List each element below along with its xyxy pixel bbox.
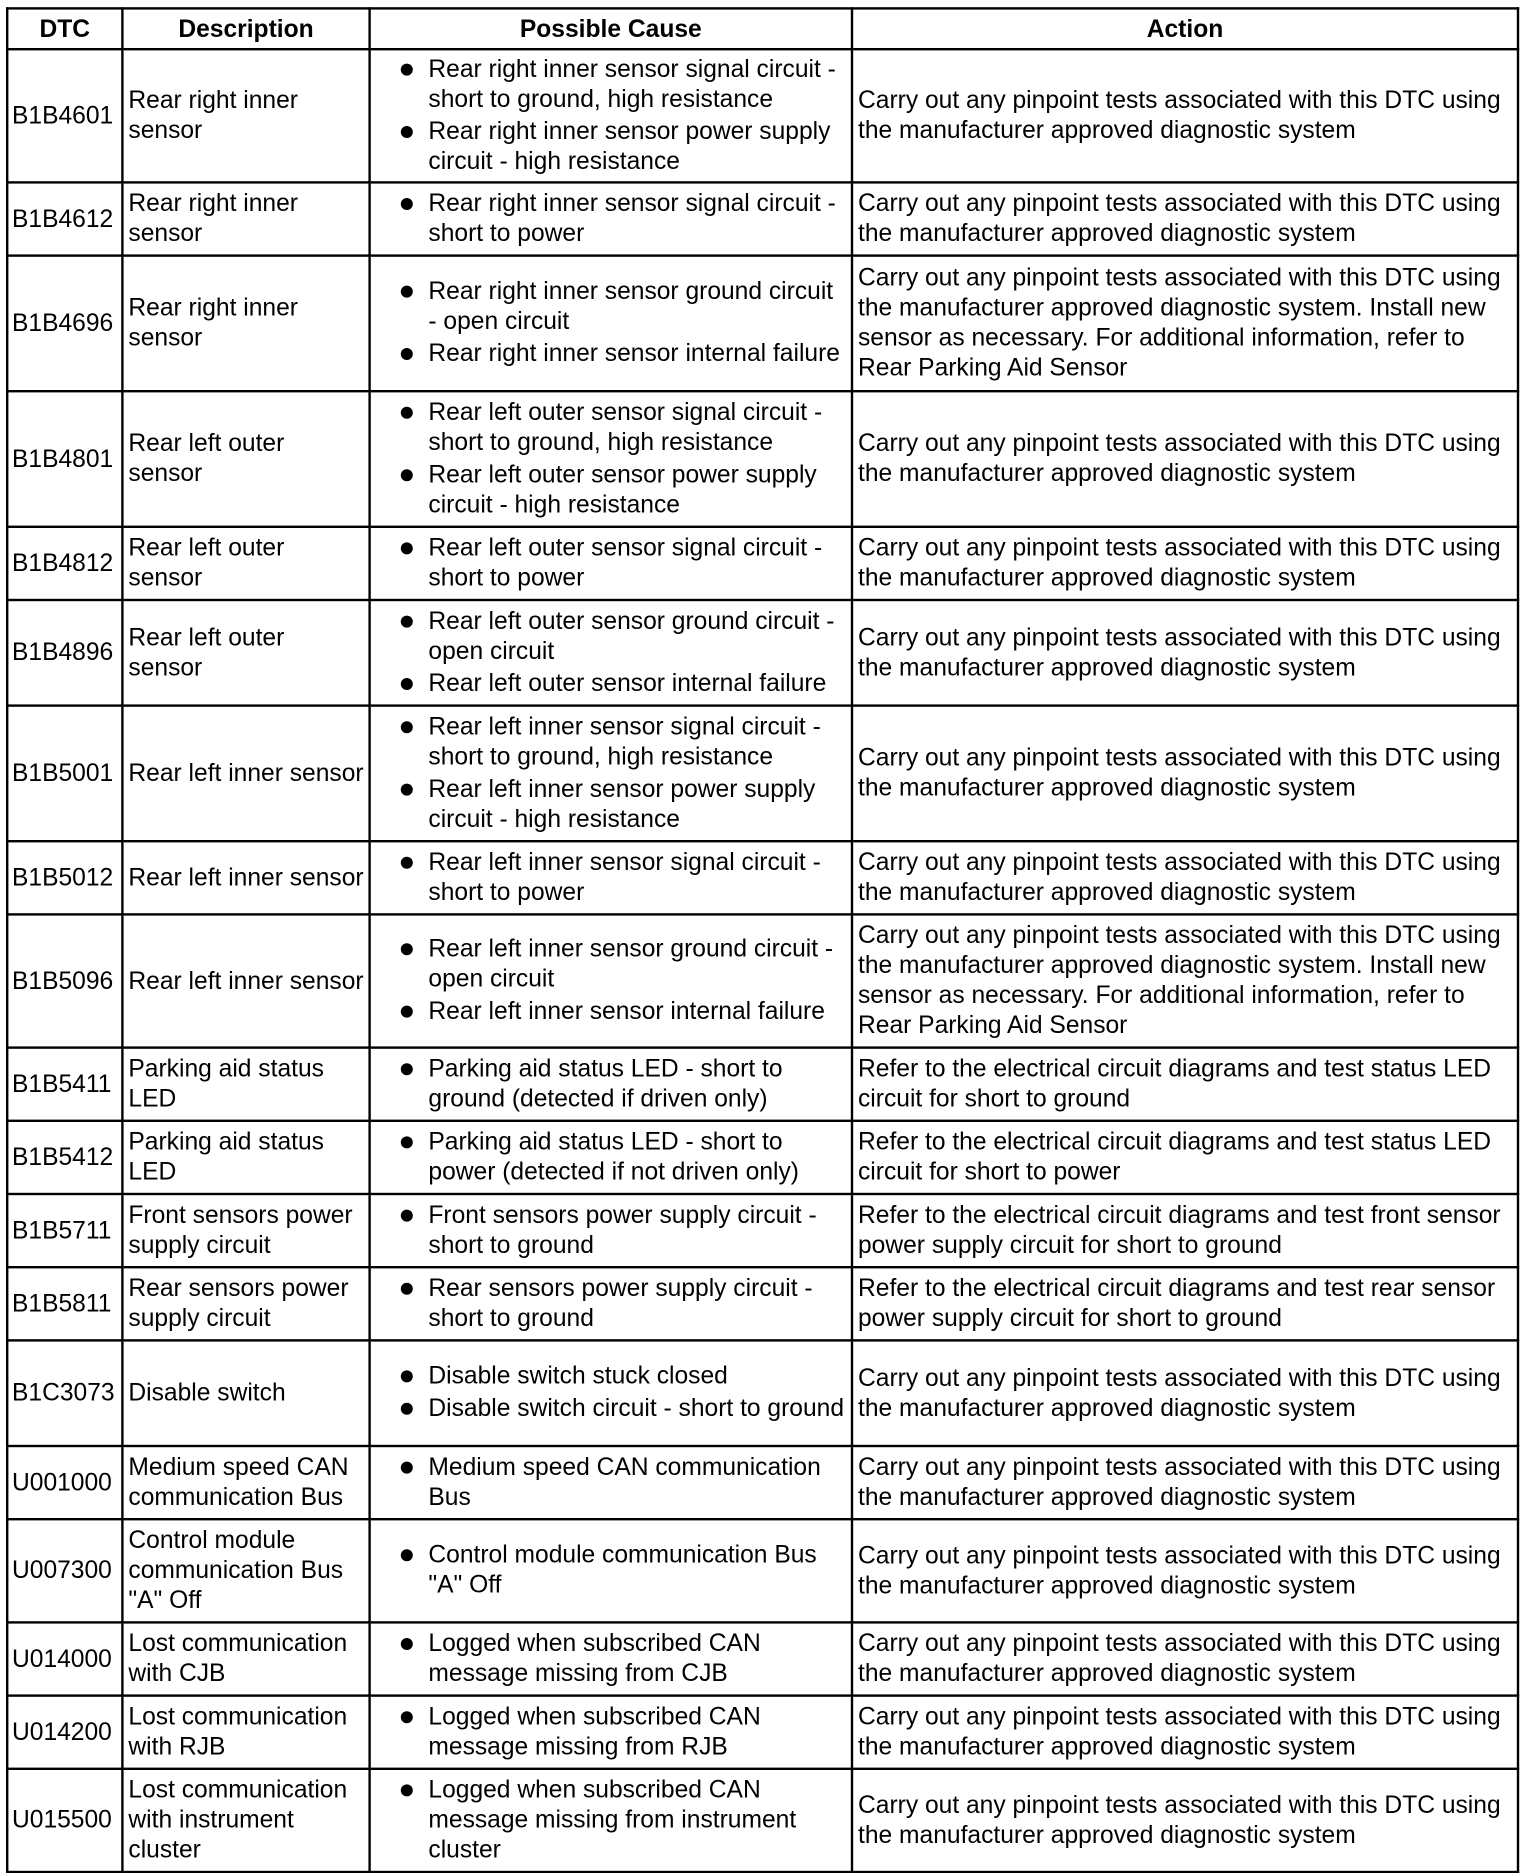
possible-cause-cell bbox=[370, 841, 852, 914]
dtc-code: B1B4612 bbox=[7, 182, 122, 255]
table-row bbox=[7, 527, 1518, 600]
bullet-icon bbox=[401, 1136, 413, 1148]
possible-cause-cell bbox=[370, 182, 852, 255]
bullet-icon bbox=[401, 1063, 413, 1075]
cause-item bbox=[376, 1540, 846, 1600]
action-text: Refer to the electrical circuit diagrams and test status LED circuit for short to power bbox=[852, 1121, 1518, 1194]
bullet-icon bbox=[401, 1637, 413, 1649]
cause-list bbox=[376, 1774, 846, 1864]
cause-list bbox=[376, 934, 846, 1026]
cause-list bbox=[376, 1628, 846, 1688]
bullet-icon bbox=[401, 406, 413, 418]
dtc-code: U014200 bbox=[7, 1696, 122, 1769]
action-text: Carry out any pinpoint tests associated with this DTC using the manufacturer approved diagnostic system bbox=[852, 391, 1518, 527]
cause-list bbox=[376, 1361, 846, 1423]
bullet-icon bbox=[401, 1006, 413, 1018]
cause-text: Logged when subscribed CAN message missing from CJB bbox=[428, 1629, 761, 1687]
possible-cause-cell bbox=[370, 1769, 852, 1872]
dtc-description: Parking aid status LED bbox=[122, 1048, 369, 1121]
action-text: Carry out any pinpoint tests associated with this DTC using the manufacturer approved diagnostic system bbox=[852, 1340, 1518, 1446]
bullet-icon bbox=[401, 1461, 413, 1473]
bullet-icon bbox=[401, 1711, 413, 1723]
table-row bbox=[7, 1519, 1518, 1622]
table-row bbox=[7, 256, 1518, 392]
action-text: Refer to the electrical circuit diagrams and test front sensor power supply circuit for short to ground bbox=[852, 1194, 1518, 1267]
possible-cause-cell bbox=[370, 600, 852, 706]
cause-list bbox=[376, 276, 846, 368]
possible-cause-cell bbox=[370, 49, 852, 182]
table-row bbox=[7, 49, 1518, 182]
header-possible-cause: Possible Cause bbox=[370, 8, 852, 49]
cause-item bbox=[376, 1701, 846, 1761]
cause-item bbox=[376, 996, 846, 1026]
bullet-icon bbox=[401, 721, 413, 733]
possible-cause-cell bbox=[370, 1446, 852, 1519]
table-row bbox=[7, 1267, 1518, 1340]
action-text: Carry out any pinpoint tests associated with this DTC using the manufacturer approved diagnostic system. Install new sensor as necessary. For additional information, refer to Rear Parking Aid Sensor bbox=[852, 256, 1518, 392]
action-text: Carry out any pinpoint tests associated with this DTC using the manufacturer approved diagnostic system bbox=[852, 1519, 1518, 1622]
cause-text: Rear left inner sensor power supply circuit - high resistance bbox=[428, 774, 816, 833]
dtc-description: Control module communication Bus "A" Off bbox=[122, 1519, 369, 1622]
cause-text: Disable switch stuck closed bbox=[428, 1362, 728, 1390]
cause-item bbox=[376, 1199, 846, 1259]
header-description: Description bbox=[122, 8, 369, 49]
table-body bbox=[7, 49, 1518, 1872]
dtc-code: U007300 bbox=[7, 1519, 122, 1622]
cause-item bbox=[376, 773, 846, 833]
table-row bbox=[7, 1446, 1518, 1519]
cause-item bbox=[376, 1451, 846, 1511]
possible-cause-cell bbox=[370, 914, 852, 1047]
possible-cause-cell bbox=[370, 1340, 852, 1446]
dtc-description: Rear left outer sensor bbox=[122, 527, 369, 600]
dtc-code: U001000 bbox=[7, 1446, 122, 1519]
cause-list bbox=[376, 1199, 846, 1259]
bullet-icon bbox=[401, 783, 413, 795]
bullet-icon bbox=[401, 1282, 413, 1294]
cause-list bbox=[376, 53, 846, 175]
table-row bbox=[7, 182, 1518, 255]
cause-item bbox=[376, 397, 846, 457]
cause-text: Rear left inner sensor internal failure bbox=[428, 997, 825, 1025]
cause-item bbox=[376, 1361, 846, 1391]
dtc-code: U015500 bbox=[7, 1769, 122, 1872]
bullet-icon bbox=[401, 125, 413, 137]
table-row bbox=[7, 706, 1518, 842]
dtc-description: Medium speed CAN communication Bus bbox=[122, 1446, 369, 1519]
cause-text: Rear right inner sensor power supply circuit - high resistance bbox=[428, 117, 831, 175]
possible-cause-cell bbox=[370, 1194, 852, 1267]
dtc-code: B1B4601 bbox=[7, 49, 122, 182]
dtc-code: B1B5001 bbox=[7, 706, 122, 842]
dtc-description: Rear right inner sensor bbox=[122, 49, 369, 182]
action-text: Carry out any pinpoint tests associated with this DTC using the manufacturer approved diagnostic system bbox=[852, 841, 1518, 914]
dtc-description: Rear right inner sensor bbox=[122, 256, 369, 392]
action-text: Carry out any pinpoint tests associated with this DTC using the manufacturer approved diagnostic system bbox=[852, 1696, 1518, 1769]
dtc-code: B1B5711 bbox=[7, 1194, 122, 1267]
cause-text: Rear left outer sensor signal circuit - short to ground, high resistance bbox=[428, 397, 823, 456]
cause-text: Rear right inner sensor signal circuit - short to power bbox=[428, 189, 836, 247]
cause-text: Rear left inner sensor ground circuit - open circuit bbox=[428, 934, 834, 993]
cause-item bbox=[376, 1126, 846, 1186]
dtc-code: B1B4896 bbox=[7, 600, 122, 706]
possible-cause-cell bbox=[370, 1622, 852, 1695]
cause-text: Rear left outer sensor power supply circuit - high resistance bbox=[428, 460, 817, 518]
possible-cause-cell bbox=[370, 1696, 852, 1769]
cause-text: Rear left outer sensor ground circuit - open circuit bbox=[428, 606, 835, 665]
bullet-icon bbox=[401, 943, 413, 955]
possible-cause-cell bbox=[370, 391, 852, 527]
cause-list bbox=[376, 1540, 846, 1600]
cause-item bbox=[376, 1393, 846, 1423]
bullet-icon bbox=[401, 1370, 413, 1382]
cause-text: Rear sensors power supply circuit - short to ground bbox=[428, 1273, 813, 1332]
cause-list bbox=[376, 847, 846, 907]
bullet-icon bbox=[401, 63, 413, 75]
bullet-icon bbox=[401, 1209, 413, 1221]
table-row bbox=[7, 1121, 1518, 1194]
dtc-code: U014000 bbox=[7, 1622, 122, 1695]
cause-item bbox=[376, 605, 846, 665]
table-row bbox=[7, 1340, 1518, 1446]
cause-item bbox=[376, 1774, 846, 1864]
action-text: Carry out any pinpoint tests associated with this DTC using the manufacturer approved diagnostic system bbox=[852, 1622, 1518, 1695]
dtc-code: B1B5411 bbox=[7, 1048, 122, 1121]
cause-list bbox=[376, 1126, 846, 1186]
dtc-code: B1B5096 bbox=[7, 914, 122, 1047]
dtc-description: Front sensors power supply circuit bbox=[122, 1194, 369, 1267]
dtc-table bbox=[6, 7, 1519, 1873]
cause-item bbox=[376, 1628, 846, 1688]
dtc-description: Rear left inner sensor bbox=[122, 914, 369, 1047]
bullet-icon bbox=[401, 1784, 413, 1796]
possible-cause-cell bbox=[370, 527, 852, 600]
cause-item bbox=[376, 53, 846, 113]
action-text: Carry out any pinpoint tests associated with this DTC using the manufacturer approved diagnostic system bbox=[852, 1446, 1518, 1519]
action-text: Carry out any pinpoint tests associated with this DTC using the manufacturer approved diagnostic system bbox=[852, 706, 1518, 842]
cause-item bbox=[376, 668, 846, 698]
dtc-code: B1C3073 bbox=[7, 1340, 122, 1446]
possible-cause-cell bbox=[370, 706, 852, 842]
dtc-description: Disable switch bbox=[122, 1340, 369, 1446]
cause-list bbox=[376, 397, 846, 519]
action-text: Refer to the electrical circuit diagrams and test rear sensor power supply circuit for short to ground bbox=[852, 1267, 1518, 1340]
dtc-description: Rear right inner sensor bbox=[122, 182, 369, 255]
cause-item bbox=[376, 276, 846, 336]
header-dtc: DTC bbox=[7, 8, 122, 49]
dtc-code: B1B5412 bbox=[7, 1121, 122, 1194]
cause-text: Disable switch circuit - short to ground bbox=[428, 1394, 845, 1422]
dtc-description: Lost communication with RJB bbox=[122, 1696, 369, 1769]
table-row bbox=[7, 841, 1518, 914]
cause-text: Rear right inner sensor signal circuit - short to ground, high resistance bbox=[428, 54, 836, 113]
cause-list bbox=[376, 711, 846, 833]
dtc-code: B1B4696 bbox=[7, 256, 122, 392]
possible-cause-cell bbox=[370, 1121, 852, 1194]
cause-text: Rear left inner sensor signal circuit - short to power bbox=[428, 847, 821, 906]
cause-item bbox=[376, 847, 846, 907]
dtc-description: Rear left outer sensor bbox=[122, 600, 369, 706]
table-row bbox=[7, 391, 1518, 527]
table-row bbox=[7, 600, 1518, 706]
dtc-code: B1B4801 bbox=[7, 391, 122, 527]
cause-item bbox=[376, 1273, 846, 1333]
cause-text: Rear right inner sensor ground circuit - open circuit bbox=[428, 277, 834, 335]
dtc-description: Rear left outer sensor bbox=[122, 391, 369, 527]
dtc-description: Lost communication with instrument cluster bbox=[122, 1769, 369, 1872]
bullet-icon bbox=[401, 1403, 413, 1415]
cause-text: Rear left outer sensor internal failure bbox=[428, 669, 827, 697]
possible-cause-cell bbox=[370, 1048, 852, 1121]
table-row bbox=[7, 1696, 1518, 1769]
table-row bbox=[7, 1048, 1518, 1121]
possible-cause-cell bbox=[370, 256, 852, 392]
cause-list bbox=[376, 1701, 846, 1761]
header-row bbox=[7, 8, 1518, 49]
cause-text: Logged when subscribed CAN message missing from instrument cluster bbox=[428, 1775, 797, 1864]
cause-item bbox=[376, 532, 846, 592]
bullet-icon bbox=[401, 677, 413, 689]
cause-list bbox=[376, 188, 846, 248]
action-text: Carry out any pinpoint tests associated with this DTC using the manufacturer approved diagnostic system bbox=[852, 527, 1518, 600]
dtc-code: B1B4812 bbox=[7, 527, 122, 600]
dtc-description: Lost communication with CJB bbox=[122, 1622, 369, 1695]
action-text: Carry out any pinpoint tests associated with this DTC using the manufacturer approved diagnostic system bbox=[852, 1769, 1518, 1872]
bullet-icon bbox=[401, 286, 413, 298]
cause-text: Rear right inner sensor internal failure bbox=[428, 339, 840, 368]
cause-list bbox=[376, 1053, 846, 1113]
cause-item bbox=[376, 459, 846, 519]
bullet-icon bbox=[401, 197, 413, 209]
bullet-icon bbox=[401, 615, 413, 627]
action-text: Carry out any pinpoint tests associated with this DTC using the manufacturer approved diagnostic system. Install new sensor as necessary. For additional information, refer to Rear Parking Aid Sensor bbox=[852, 914, 1518, 1047]
cause-item bbox=[376, 711, 846, 771]
action-text: Carry out any pinpoint tests associated with this DTC using the manufacturer approved diagnostic system bbox=[852, 600, 1518, 706]
cause-text: Rear left inner sensor signal circuit - short to ground, high resistance bbox=[428, 712, 821, 770]
cause-item bbox=[376, 188, 846, 248]
table-row bbox=[7, 1194, 1518, 1267]
cause-list bbox=[376, 605, 846, 697]
dtc-code: B1B5012 bbox=[7, 841, 122, 914]
dtc-code: B1B5811 bbox=[7, 1267, 122, 1340]
dtc-description: Rear sensors power supply circuit bbox=[122, 1267, 369, 1340]
cause-list bbox=[376, 1451, 846, 1511]
possible-cause-cell bbox=[370, 1519, 852, 1622]
bullet-icon bbox=[401, 469, 413, 481]
bullet-icon bbox=[401, 348, 413, 360]
action-text: Carry out any pinpoint tests associated with this DTC using the manufacturer approved diagnostic system bbox=[852, 49, 1518, 182]
cause-text: Control module communication Bus "A" Off bbox=[428, 1540, 817, 1599]
table-row bbox=[7, 914, 1518, 1047]
bullet-icon bbox=[401, 856, 413, 868]
table-row bbox=[7, 1769, 1518, 1872]
action-text: Refer to the electrical circuit diagrams and test status LED circuit for short to ground bbox=[852, 1048, 1518, 1121]
dtc-description: Parking aid status LED bbox=[122, 1121, 369, 1194]
bullet-icon bbox=[401, 542, 413, 554]
cause-text: Logged when subscribed CAN message missing from RJB bbox=[428, 1702, 761, 1760]
cause-text: Medium speed CAN communication Bus bbox=[428, 1452, 821, 1511]
dtc-description: Rear left inner sensor bbox=[122, 706, 369, 842]
cause-item bbox=[376, 116, 846, 176]
cause-text: Parking aid status LED - short to ground (detected if driven only) bbox=[428, 1054, 783, 1112]
cause-item bbox=[376, 934, 846, 994]
cause-text: Front sensors power supply circuit - short to ground bbox=[428, 1200, 817, 1259]
table-row bbox=[7, 1622, 1518, 1695]
bullet-icon bbox=[401, 1549, 413, 1561]
action-text: Carry out any pinpoint tests associated with this DTC using the manufacturer approved diagnostic system bbox=[852, 182, 1518, 255]
cause-text: Parking aid status LED - short to power (detected if not driven only) bbox=[428, 1127, 799, 1185]
header-action: Action bbox=[852, 8, 1518, 49]
cause-item bbox=[376, 338, 846, 368]
cause-list bbox=[376, 1273, 846, 1333]
possible-cause-cell bbox=[370, 1267, 852, 1340]
cause-list bbox=[376, 532, 846, 592]
cause-item bbox=[376, 1053, 846, 1113]
dtc-description: Rear left inner sensor bbox=[122, 841, 369, 914]
cause-text: Rear left outer sensor signal circuit - short to power bbox=[428, 533, 823, 591]
